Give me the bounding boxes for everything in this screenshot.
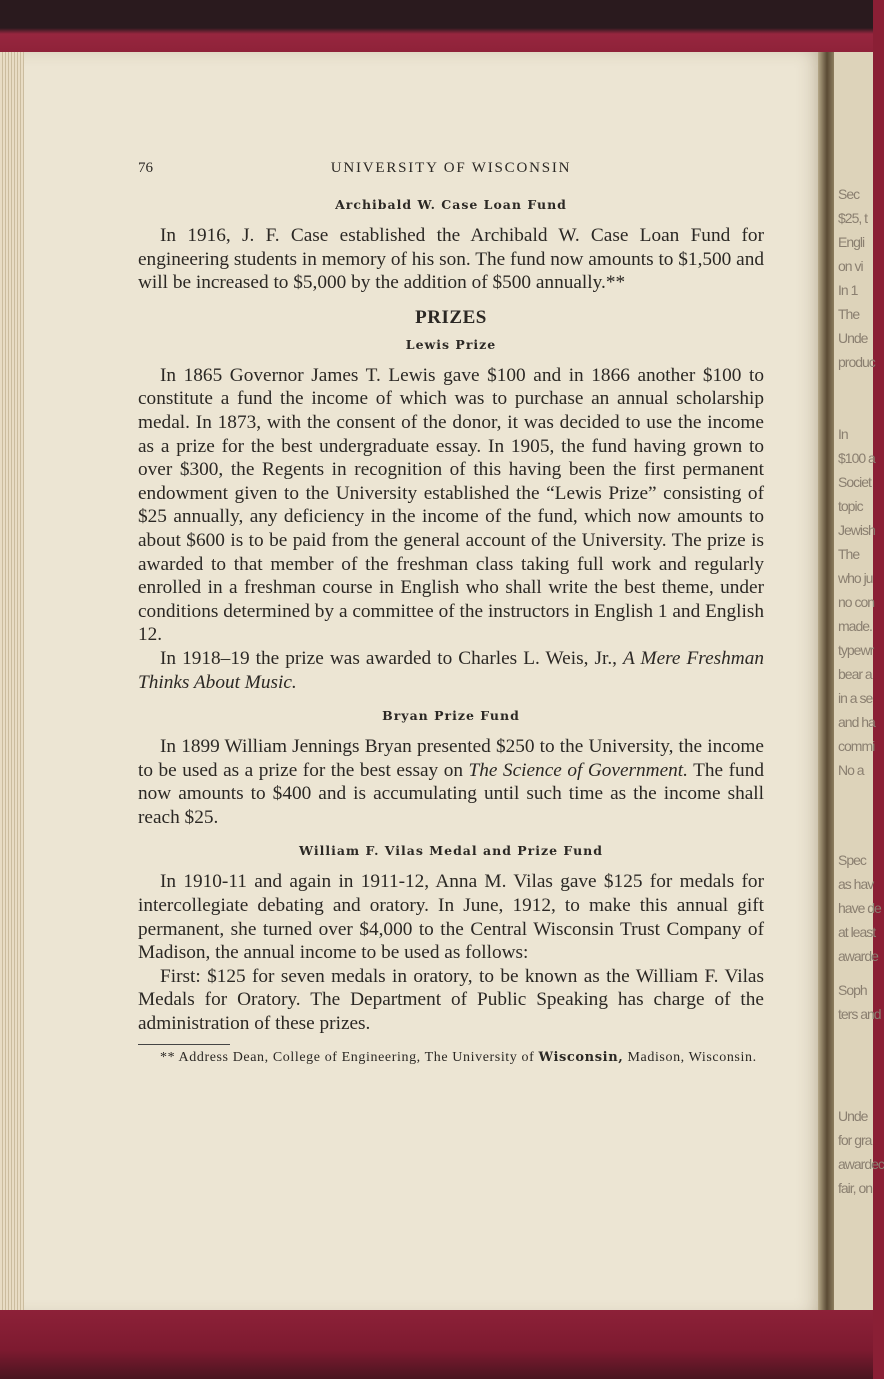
- footnote-text: ** Address Dean, College of Engineering, The University of: [160, 1049, 535, 1065]
- bryan-essay-topic: The Science of Government.: [468, 759, 688, 781]
- facing-page-text: ters and: [838, 1006, 881, 1022]
- book-cover-top: [0, 0, 873, 56]
- facing-page-text: Sec: [838, 186, 860, 202]
- facing-page-fragment: [834, 52, 884, 1314]
- winner-text: In 1918–19 the prize was awarded to Charles L. Weis, Jr.,: [160, 647, 617, 669]
- facing-page-text: The: [838, 546, 860, 562]
- facing-page-text: made.: [838, 618, 872, 634]
- facing-page-text: as hav: [838, 876, 874, 892]
- lewis-prize-heading: Lewis Prize: [405, 336, 497, 352]
- bryan-text: In 1899 William Jennings Bryan presented $250 to the University, the income to be used as a prize for the best essay on: [138, 736, 764, 781]
- vilas-first-paragraph: First: $125 for seven medals in oratory, to be known as the William F. Vilas Medals for Oratory. The Department of Public Speaking has charge of the administration of these prizes.: [138, 965, 764, 1035]
- facing-page-text: fair, on: [838, 1180, 873, 1196]
- case-fund-heading: Archibald W. Case Loan Fund: [335, 197, 567, 212]
- facing-page-text: Societ: [838, 474, 871, 490]
- facing-page-text: bear a: [838, 666, 872, 682]
- facing-page-text: for gra: [838, 1132, 872, 1148]
- facing-page-text: $100 a: [838, 450, 875, 466]
- facing-page-text: In: [838, 426, 848, 442]
- facing-page-text: have de: [838, 900, 881, 916]
- bryan-prize-heading: Bryan Prize Fund: [382, 708, 520, 724]
- facing-page-text: No a: [838, 762, 864, 778]
- facing-page-text: on vi: [838, 258, 863, 274]
- prizes-heading: PRIZES: [415, 306, 487, 328]
- running-head: [138, 160, 764, 177]
- facing-page-text: at least: [838, 924, 876, 940]
- facing-page-text: In 1: [838, 282, 858, 298]
- vilas-fund-paragraph: In 1910-11 and again in 1911-12, Anna M. Vilas gave $125 for medals for intercollegiate debating and oratory. In June, 1912, to make this annual gift permanent, she turned over $4,000 to the Central Wisconsin Trust Company of Madison, the annual income to be used as follows:: [138, 871, 764, 964]
- footnote-text-after: Madison, Wisconsin.: [627, 1049, 757, 1065]
- facing-page-text: produc: [838, 354, 875, 370]
- facing-page-text: Unde: [838, 330, 868, 346]
- facing-page-text: no con: [838, 594, 875, 610]
- facing-page-text: awarde: [838, 948, 878, 964]
- facing-page-text: awardec: [838, 1156, 884, 1172]
- case-fund-paragraph: In 1916, J. F. Case established the Archibald W. Case Loan Fund for engineering students in memory of his son. The fund now amounts to $1,500 and will be increased to $5,000 by the addition of $500 annually.**: [138, 225, 764, 294]
- facing-page-text: Jewish: [838, 522, 875, 538]
- lewis-prize-winner-paragraph: [138, 647, 764, 694]
- vilas-fund-heading: William F. Vilas Medal and Prize Fund: [299, 843, 603, 859]
- facing-page-text: typewr: [838, 642, 874, 658]
- facing-page-text: topic: [838, 498, 863, 514]
- facing-page-text: in a se: [838, 690, 873, 706]
- facing-page-text: Soph: [838, 982, 867, 998]
- facing-page-text: who ju: [838, 570, 873, 586]
- facing-page-text: The: [838, 306, 860, 322]
- bryan-prize-paragraph: [138, 735, 764, 829]
- facing-page-text: and ha: [838, 714, 875, 730]
- lewis-prize-paragraph: In 1865 Governor James T. Lewis gave $100 and in 1866 another $100 to constitute a fund the income of which was to purchase an annual scholarship medal. In 1873, with the consent of the donor, it was decided to use the income as a prize for the best undergraduate essay. In 1905, the fund having grown to over $300, the Regents in recognition of this having been the first permanent endowment given to the University established the “Lewis Prize” consisting of $25 annually, any deficiency in the income of the fund, which now amounts to about $600 is to be paid from the general account of the University. The prize is awarded to that member of the freshman class taking full work and regularly enrolled in a freshman course in English who shall write the best theme, under conditions determined by a committee of the instructors in English 1 and English 12.: [138, 364, 764, 646]
- facing-page-text: Unde: [838, 1108, 868, 1124]
- page-content: [138, 160, 764, 1066]
- footnote-bold: Wisconsin,: [538, 1049, 624, 1065]
- page-number: 76: [138, 160, 153, 176]
- facing-page-text: Spec: [838, 852, 866, 868]
- bryan-text-after: The fund now amounts to $400 and is accumulating until such time as the income shall reach $25.: [138, 759, 764, 828]
- book-cover-bottom: [0, 1310, 873, 1379]
- footnote-rule: [138, 1044, 230, 1045]
- facing-page-text: commi: [838, 738, 875, 754]
- facing-page-text: $25, t: [838, 210, 868, 226]
- running-title: UNIVERSITY OF WISCONSIN: [330, 160, 572, 176]
- winner-essay-title: A Mere Freshman Thinks About Music.: [138, 647, 764, 693]
- footnote: [138, 1050, 764, 1066]
- facing-page-text: Engli: [838, 234, 865, 250]
